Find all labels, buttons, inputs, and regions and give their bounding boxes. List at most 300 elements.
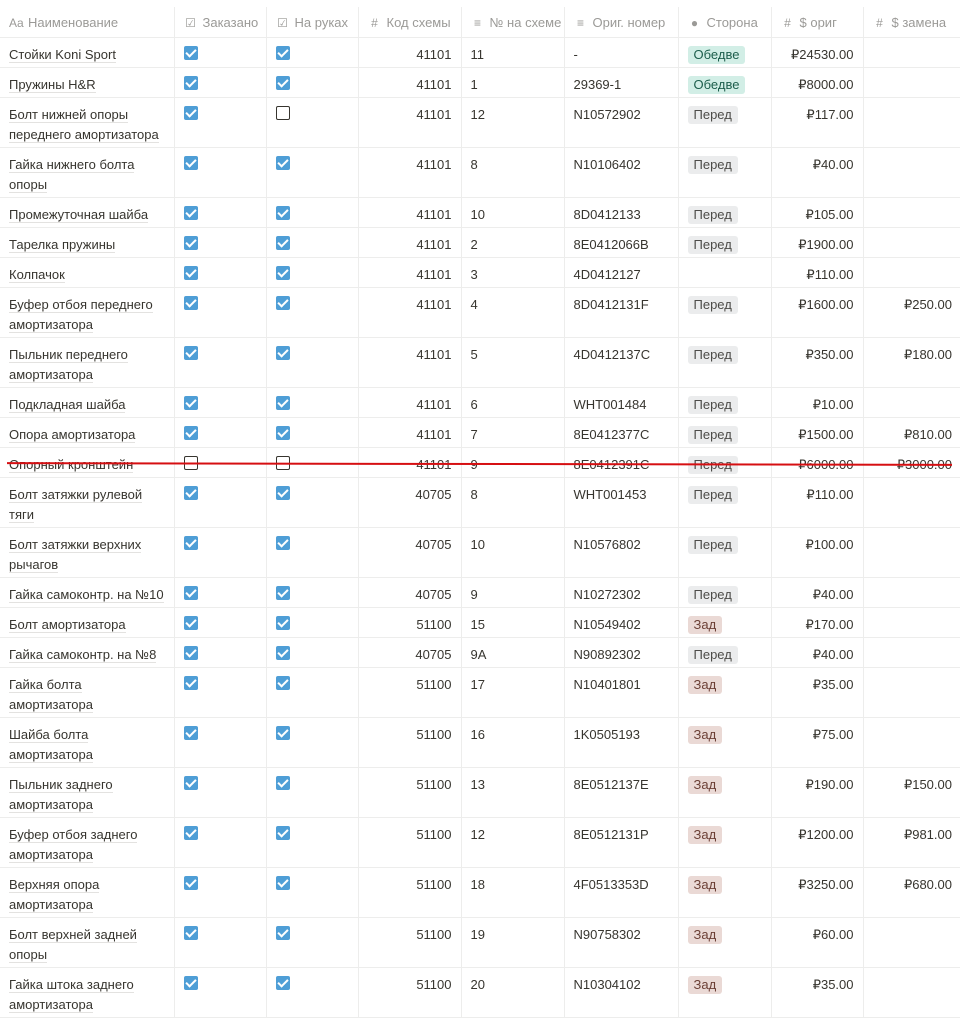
part-name-cell[interactable] [0,338,174,388]
scheme-position-cell[interactable] [461,528,564,578]
scheme-position-cell[interactable] [461,638,564,668]
replacement-price-cell[interactable] [863,918,960,968]
part-name-cell[interactable] [0,968,174,1018]
ordered-checkbox[interactable] [184,486,198,500]
table-row[interactable] [0,288,960,338]
part-name-cell[interactable] [0,388,174,418]
scheme-position-cell[interactable] [461,918,564,968]
ordered-checkbox[interactable] [184,456,198,470]
in-hand-checkbox[interactable] [276,76,290,90]
original-price-cell[interactable] [771,258,863,288]
original-price: ₽40.00 [812,157,854,172]
in-hand-cell [266,288,358,338]
original-number-cell[interactable] [564,148,678,198]
scheme-code-cell[interactable] [358,718,461,768]
side-cell[interactable] [678,338,771,388]
table-row[interactable] [0,668,960,718]
original-number-cell[interactable] [564,418,678,448]
column-header[interactable] [174,7,266,38]
original-price-cell[interactable] [771,338,863,388]
original-price-cell[interactable] [771,478,863,528]
in-hand-checkbox[interactable] [276,876,290,890]
side-cell[interactable] [678,98,771,148]
replacement-price-cell[interactable] [863,818,960,868]
side-tag: Зад [688,826,723,844]
replacement-price-cell[interactable] [863,478,960,528]
table-row[interactable] [0,478,960,528]
original-price-cell[interactable] [771,98,863,148]
in-hand-checkbox[interactable] [276,536,290,550]
in-hand-cell [266,418,358,448]
side-tag: Зад [688,616,723,634]
original-price: ₽1500.00 [798,427,854,442]
in-hand-checkbox[interactable] [276,776,290,790]
in-hand-checkbox[interactable] [276,926,290,940]
part-name-cell[interactable] [0,258,174,288]
in-hand-checkbox[interactable] [276,106,290,120]
part-name: Гайка самоконтр. на №10 [9,587,164,602]
original-number-cell[interactable] [564,528,678,578]
scheme-code-cell[interactable] [358,868,461,918]
side-cell[interactable] [678,768,771,818]
scheme-code-cell[interactable] [358,198,461,228]
original-number-cell[interactable] [564,68,678,98]
scheme-code: 51100 [416,777,452,792]
table-row[interactable] [0,638,960,668]
original-number: N10549402 [573,617,641,632]
parts-table [0,7,960,1018]
ordered-checkbox[interactable] [184,426,198,440]
original-number: N10272302 [573,587,641,602]
ordered-checkbox[interactable] [184,586,198,600]
ordered-checkbox[interactable] [184,206,198,220]
scheme-code-cell[interactable] [358,148,461,198]
original-number: 4F0513353D [573,877,649,892]
scheme-position-cell[interactable] [461,38,564,68]
replacement-price-cell[interactable] [863,418,960,448]
scheme-code-cell[interactable] [358,668,461,718]
side-cell[interactable] [678,418,771,448]
part-name-cell[interactable] [0,198,174,228]
side-cell[interactable] [678,478,771,528]
scheme-code-cell[interactable] [358,528,461,578]
side-cell[interactable] [678,578,771,608]
ordered-checkbox[interactable] [184,976,198,990]
side-cell[interactable] [678,528,771,578]
replacement-price-cell[interactable] [863,608,960,638]
column-header[interactable] [564,7,678,38]
scheme-position: 12 [470,107,485,122]
side-cell[interactable] [678,608,771,638]
original-number-cell[interactable] [564,918,678,968]
original-price-cell[interactable] [771,818,863,868]
part-name-cell[interactable] [0,608,174,638]
part-name-cell[interactable] [0,288,174,338]
replacement-price-cell[interactable] [863,288,960,338]
in-hand-checkbox[interactable] [276,826,290,840]
side-cell[interactable] [678,228,771,258]
scheme-code: 41101 [416,267,452,282]
ordered-cell [174,868,266,918]
scheme-position: 5 [470,347,478,362]
ordered-checkbox[interactable] [184,776,198,790]
header-row [0,7,960,38]
original-price-cell[interactable] [771,968,863,1018]
original-price-cell[interactable] [771,388,863,418]
table-row[interactable] [0,388,960,418]
part-name-cell[interactable] [0,668,174,718]
original-number-cell[interactable] [564,478,678,528]
part-name-cell[interactable] [0,38,174,68]
original-price-cell[interactable] [771,868,863,918]
table-row[interactable] [0,198,960,228]
part-name-cell[interactable] [0,768,174,818]
in-hand-cell [266,448,358,478]
side-cell[interactable] [678,148,771,198]
ordered-checkbox[interactable] [184,346,198,360]
scheme-position: 16 [470,727,485,742]
original-number-cell[interactable] [564,668,678,718]
part-name: Болт затяжки верхних рычагов [9,537,142,572]
part-name-cell[interactable] [0,638,174,668]
in-hand-checkbox[interactable] [276,46,290,60]
scheme-position-cell[interactable] [461,668,564,718]
ordered-checkbox[interactable] [184,266,198,280]
ordered-cell [174,388,266,418]
column-header-label: Наименование [28,14,119,30]
table-row[interactable] [0,528,960,578]
side-cell[interactable] [678,258,771,288]
original-number-cell[interactable] [564,578,678,608]
scheme-position-cell[interactable] [461,228,564,258]
ordered-cell [174,768,266,818]
replacement-price-cell[interactable] [863,38,960,68]
part-name-cell[interactable] [0,478,174,528]
table-row[interactable] [0,68,960,98]
ordered-checkbox[interactable] [184,646,198,660]
text-property-icon: ≡ [473,15,481,30]
in-hand-cell [266,718,358,768]
original-price-cell[interactable] [771,448,863,478]
original-number-cell[interactable] [564,818,678,868]
replacement-price-cell[interactable] [863,668,960,718]
in-hand-checkbox[interactable] [276,156,290,170]
column-header[interactable] [266,7,358,38]
scheme-code-cell[interactable] [358,918,461,968]
table-row[interactable] [0,338,960,388]
original-price: ₽1200.00 [798,827,854,842]
original-price-cell[interactable] [771,38,863,68]
ordered-checkbox[interactable] [184,156,198,170]
ordered-checkbox[interactable] [184,616,198,630]
ordered-checkbox[interactable] [184,676,198,690]
part-name-cell[interactable] [0,448,174,478]
original-price-cell[interactable] [771,148,863,198]
in-hand-cell [266,478,358,528]
side-cell[interactable] [678,668,771,718]
original-number-cell[interactable] [564,228,678,258]
side-cell[interactable] [678,68,771,98]
scheme-position: 13 [470,777,485,792]
part-name-cell[interactable] [0,918,174,968]
original-number-cell[interactable] [564,38,678,68]
table-row[interactable] [0,228,960,258]
ordered-checkbox[interactable] [184,236,198,250]
side-cell[interactable] [678,718,771,768]
table-body [0,38,960,1018]
scheme-position-cell[interactable] [461,198,564,228]
replacement-price-cell[interactable] [863,98,960,148]
scheme-code-cell[interactable] [358,768,461,818]
original-number: 1K0505193 [573,727,641,742]
table-row[interactable] [0,818,960,868]
scheme-position-cell[interactable] [461,968,564,1018]
in-hand-checkbox[interactable] [276,726,290,740]
part-name-cell[interactable] [0,148,174,198]
scheme-code: 41101 [416,397,452,412]
column-header[interactable] [461,7,564,38]
column-header[interactable] [0,7,174,38]
original-price-cell[interactable] [771,228,863,258]
scheme-position-cell[interactable] [461,448,564,478]
scheme-code: 41101 [416,457,452,472]
table-row[interactable] [0,608,960,638]
ordered-checkbox[interactable] [184,106,198,120]
in-hand-checkbox[interactable] [276,486,290,500]
in-hand-checkbox[interactable] [276,396,290,410]
scheme-code-cell[interactable] [358,68,461,98]
scheme-position-cell[interactable] [461,338,564,388]
scheme-code-cell[interactable] [358,338,461,388]
scheme-code: 41101 [416,47,452,62]
original-price-cell[interactable] [771,198,863,228]
column-header[interactable] [358,7,461,38]
original-price-cell[interactable] [771,68,863,98]
original-number-cell[interactable] [564,448,678,478]
original-price-cell[interactable] [771,288,863,338]
ordered-checkbox[interactable] [184,296,198,310]
original-number-cell[interactable] [564,868,678,918]
scheme-position-cell[interactable] [461,68,564,98]
column-header[interactable] [863,7,960,38]
original-price-cell[interactable] [771,418,863,448]
column-header[interactable] [678,7,771,38]
original-number-cell[interactable] [564,968,678,1018]
part-name-cell[interactable] [0,68,174,98]
in-hand-cell [266,38,358,68]
scheme-position: 11 [470,47,484,62]
scheme-position-cell[interactable] [461,148,564,198]
ordered-checkbox[interactable] [184,76,198,90]
in-hand-checkbox[interactable] [276,586,290,600]
column-header[interactable] [771,7,863,38]
part-name-cell[interactable] [0,98,174,148]
scheme-position-cell[interactable] [461,478,564,528]
part-name-cell[interactable] [0,818,174,868]
table-row[interactable] [0,418,960,448]
in-hand-checkbox[interactable] [276,976,290,990]
replacement-price-cell[interactable] [863,148,960,198]
scheme-position-cell[interactable] [461,578,564,608]
original-number-cell[interactable] [564,338,678,388]
in-hand-checkbox[interactable] [276,266,290,280]
original-number-cell[interactable] [564,768,678,818]
scheme-code-cell[interactable] [358,968,461,1018]
table-row[interactable] [0,718,960,768]
scheme-code-cell[interactable] [358,98,461,148]
scheme-position-cell[interactable] [461,608,564,638]
scheme-code-cell[interactable] [358,258,461,288]
ordered-checkbox[interactable] [184,826,198,840]
scheme-position-cell[interactable] [461,258,564,288]
original-price-cell[interactable] [771,718,863,768]
scheme-code-cell[interactable] [358,478,461,528]
in-hand-cell [266,768,358,818]
replacement-price-cell[interactable] [863,768,960,818]
side-cell[interactable] [678,818,771,868]
part-name-cell[interactable] [0,578,174,608]
ordered-checkbox[interactable] [184,876,198,890]
side-cell[interactable] [678,968,771,1018]
scheme-position-cell[interactable] [461,768,564,818]
scheme-code-cell[interactable] [358,228,461,258]
original-price-cell[interactable] [771,918,863,968]
original-number-cell[interactable] [564,388,678,418]
table-row[interactable] [0,258,960,288]
original-price-cell[interactable] [771,668,863,718]
original-number-cell[interactable] [564,98,678,148]
part-name-cell[interactable] [0,228,174,258]
part-name-cell[interactable] [0,868,174,918]
original-price-cell[interactable] [771,768,863,818]
table-row[interactable] [0,38,960,68]
scheme-code-cell[interactable] [358,38,461,68]
part-name-cell[interactable] [0,718,174,768]
ordered-checkbox[interactable] [184,536,198,550]
scheme-position-cell[interactable] [461,718,564,768]
scheme-position: 20 [470,977,485,992]
table-row[interactable] [0,98,960,148]
side-tag: Зад [688,926,723,944]
ordered-cell [174,198,266,228]
side-cell[interactable] [678,638,771,668]
in-hand-checkbox[interactable] [276,616,290,630]
replacement-price-cell[interactable] [863,868,960,918]
scheme-position-cell[interactable] [461,418,564,448]
replacement-price-cell[interactable] [863,448,960,478]
table-row[interactable] [0,148,960,198]
in-hand-checkbox[interactable] [276,236,290,250]
scheme-position-cell[interactable] [461,288,564,338]
part-name: Верхняя опора амортизатора [9,877,100,912]
table-row[interactable] [0,578,960,608]
original-number-cell[interactable] [564,198,678,228]
scheme-code-cell[interactable] [358,818,461,868]
ordered-checkbox[interactable] [184,46,198,60]
part-name: Гайка самоконтр. на №8 [9,647,157,662]
in-hand-checkbox[interactable] [276,646,290,660]
original-number-cell[interactable] [564,608,678,638]
scheme-position-cell[interactable] [461,818,564,868]
table-row[interactable] [0,918,960,968]
side-cell[interactable] [678,448,771,478]
part-name: Пыльник заднего амортизатора [9,777,113,812]
part-name-cell[interactable] [0,528,174,578]
side-cell[interactable] [678,918,771,968]
original-price-cell[interactable] [771,578,863,608]
replacement-price-cell[interactable] [863,578,960,608]
scheme-code-cell[interactable] [358,288,461,338]
replacement-price-cell[interactable] [863,228,960,258]
replacement-price-cell[interactable] [863,338,960,388]
part-name: Болт верхней задней опоры [9,927,137,962]
in-hand-checkbox[interactable] [276,426,290,440]
in-hand-cell [266,578,358,608]
in-hand-checkbox[interactable] [276,346,290,360]
scheme-code-cell[interactable] [358,578,461,608]
original-number: 8D0412131F [573,297,649,312]
side-cell[interactable] [678,198,771,228]
scheme-code-cell[interactable] [358,638,461,668]
original-number-cell[interactable] [564,258,678,288]
side-cell[interactable] [678,388,771,418]
original-number-cell[interactable] [564,288,678,338]
original-price-cell[interactable] [771,528,863,578]
original-price-cell[interactable] [771,608,863,638]
replacement-price-cell[interactable] [863,388,960,418]
side-tag: Перед [688,456,738,474]
scheme-position-cell[interactable] [461,388,564,418]
replacement-price: ₽180.00 [903,347,952,362]
part-name: Колпачок [9,267,65,282]
replacement-price-cell[interactable] [863,968,960,1018]
scheme-position-cell[interactable] [461,868,564,918]
original-number-cell[interactable] [564,718,678,768]
in-hand-checkbox[interactable] [276,206,290,220]
table-row[interactable] [0,448,960,478]
ordered-cell [174,288,266,338]
ordered-checkbox[interactable] [184,396,198,410]
table-row[interactable] [0,968,960,1018]
original-number-cell[interactable] [564,638,678,668]
scheme-code-cell[interactable] [358,388,461,418]
ordered-checkbox[interactable] [184,726,198,740]
replacement-price-cell[interactable] [863,638,960,668]
side-cell[interactable] [678,38,771,68]
part-name-cell[interactable] [0,418,174,448]
scheme-code-cell[interactable] [358,448,461,478]
in-hand-checkbox[interactable] [276,296,290,310]
scheme-position: 17 [470,677,485,692]
side-cell[interactable] [678,868,771,918]
original-price-cell[interactable] [771,638,863,668]
scheme-code-cell[interactable] [358,608,461,638]
replacement-price-cell[interactable] [863,528,960,578]
table-row[interactable] [0,868,960,918]
replacement-price-cell[interactable] [863,68,960,98]
replacement-price-cell[interactable] [863,258,960,288]
text-title-icon: Aa [9,15,24,30]
replacement-price-cell[interactable] [863,718,960,768]
replacement-price-cell[interactable] [863,198,960,228]
scheme-position-cell[interactable] [461,98,564,148]
table-row[interactable] [0,768,960,818]
scheme-code-cell[interactable] [358,418,461,448]
in-hand-checkbox[interactable] [276,676,290,690]
in-hand-checkbox[interactable] [276,456,290,470]
ordered-checkbox[interactable] [184,926,198,940]
side-cell[interactable] [678,288,771,338]
